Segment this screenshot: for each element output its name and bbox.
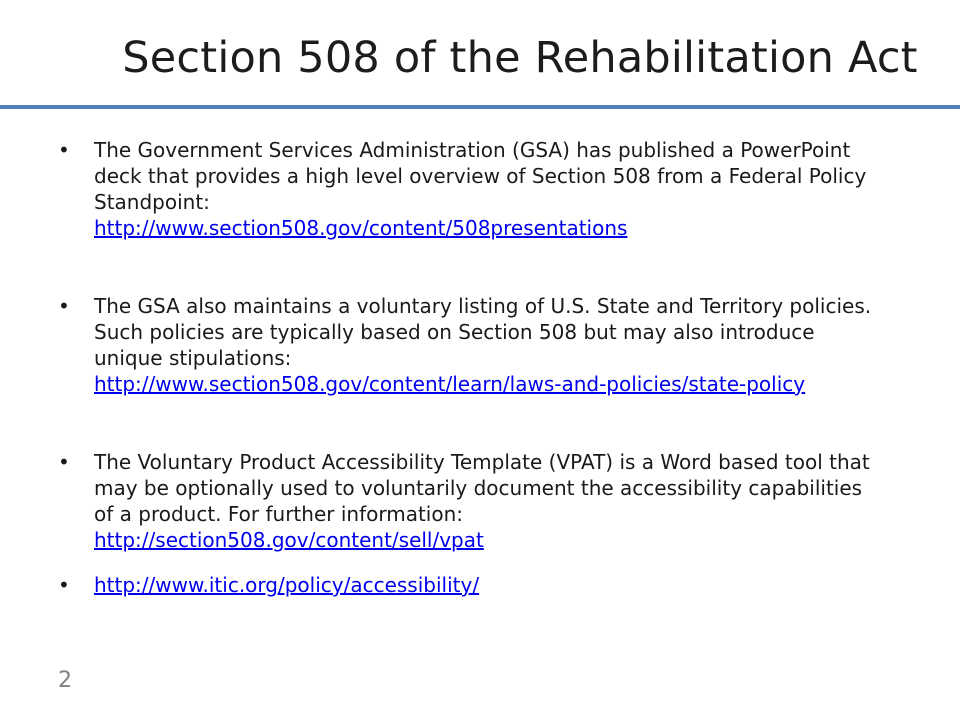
link-508-presentations[interactable]: http://www.section508.gov/content/508presentations: [94, 216, 628, 240]
bullet-text: The Government Services Administration (GSA) has published a PowerPoint deck that provides a high level overview of Section 508 from a Federal Policy Standpoint:: [94, 138, 867, 214]
page-number: 2: [58, 668, 72, 693]
slide-title: Section 508 of the Rehabilitation Act: [122, 33, 918, 83]
bullet-item-gsa-presentation: [58, 137, 878, 241]
bullet-list: [58, 137, 878, 598]
bullet-text: The Voluntary Product Accessibility Template (VPAT) is a Word based tool that may be optionally used to voluntarily document the accessibility capabilities of a product. For further information:: [94, 450, 870, 526]
link-itic-accessibility[interactable]: http://www.itic.org/policy/accessibility/: [94, 573, 480, 597]
link-vpat[interactable]: http://section508.gov/content/sell/vpat: [94, 528, 484, 552]
bullet-marker: •: [58, 138, 70, 162]
title-divider: [0, 105, 960, 109]
bullet-marker: •: [58, 294, 70, 318]
link-state-policy[interactable]: http://www.section508.gov/content/learn/laws-and-policies/state-policy: [94, 372, 806, 396]
bullet-text: The GSA also maintains a voluntary listing of U.S. State and Territory policies. Such policies are typically based on Section 508 but may also introduce unique stipulations:: [94, 294, 872, 370]
bullet-marker: •: [58, 450, 70, 474]
bullet-item-state-policy: [58, 293, 878, 397]
bullet-item-vpat: [58, 449, 878, 553]
bullet-marker: •: [58, 573, 70, 597]
bullet-item-itic: [58, 572, 878, 598]
